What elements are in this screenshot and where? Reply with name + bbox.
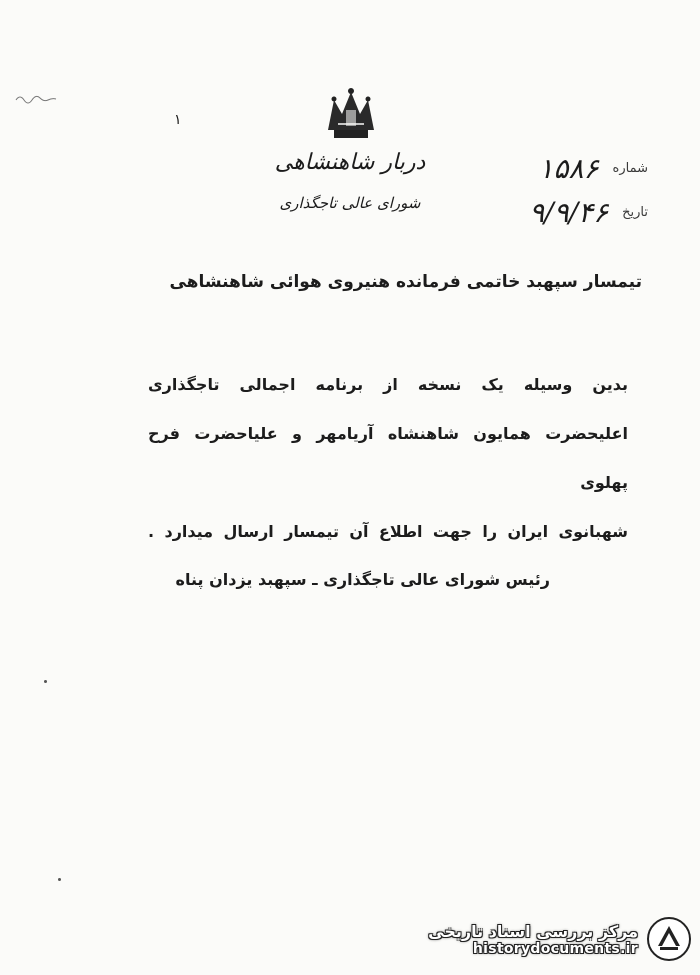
- watermark-url: historydocuments.ir: [472, 940, 638, 957]
- reference-date-value: ۹/۹/۴۶: [529, 196, 609, 229]
- speck: [44, 680, 47, 683]
- watermark-title: مرکز بررسی اسناد تاریخی: [428, 921, 638, 941]
- body-line: بدین وسیله یک نسخه از برنامه اجمالی تاجگذاری: [148, 375, 628, 394]
- margin-scribble: [14, 90, 64, 106]
- speck: [58, 878, 61, 881]
- watermark-text: [428, 922, 638, 957]
- royal-crown-emblem-icon: [320, 86, 382, 142]
- letterhead-org-subtitle: شورای عالی تاجگذاری: [279, 194, 421, 212]
- body-line: شهبانوی ایران را جهت اطلاع آن تیمسار ارسال میدارد .: [148, 522, 628, 541]
- reference-date-label: تاریخ: [622, 205, 648, 220]
- letterhead-org-name: دربار شاهنشاهی: [274, 150, 426, 175]
- margin-mark: ۱: [174, 112, 182, 128]
- body-line: اعلیحضرت همایون شاهنشاه آریامهر و علیاحضرت فرح پهلوی: [148, 424, 628, 492]
- archive-center-logo-icon: [646, 916, 692, 962]
- reference-number-row: [538, 152, 648, 185]
- watermark: [402, 911, 692, 967]
- reference-date-row: [529, 196, 648, 229]
- reference-number-label: شماره: [612, 161, 648, 176]
- letter-body: [148, 360, 628, 556]
- reference-number-value: ۱۵۸۶: [538, 152, 599, 185]
- signature-line: رئیس شورای عالی تاجگذاری ـ سپهبد یزدان پناه: [175, 570, 550, 589]
- recipient-line: تیمسار سپهبد خاتمی فرمانده هنیروی هوائی شاهنشاهی: [169, 272, 642, 292]
